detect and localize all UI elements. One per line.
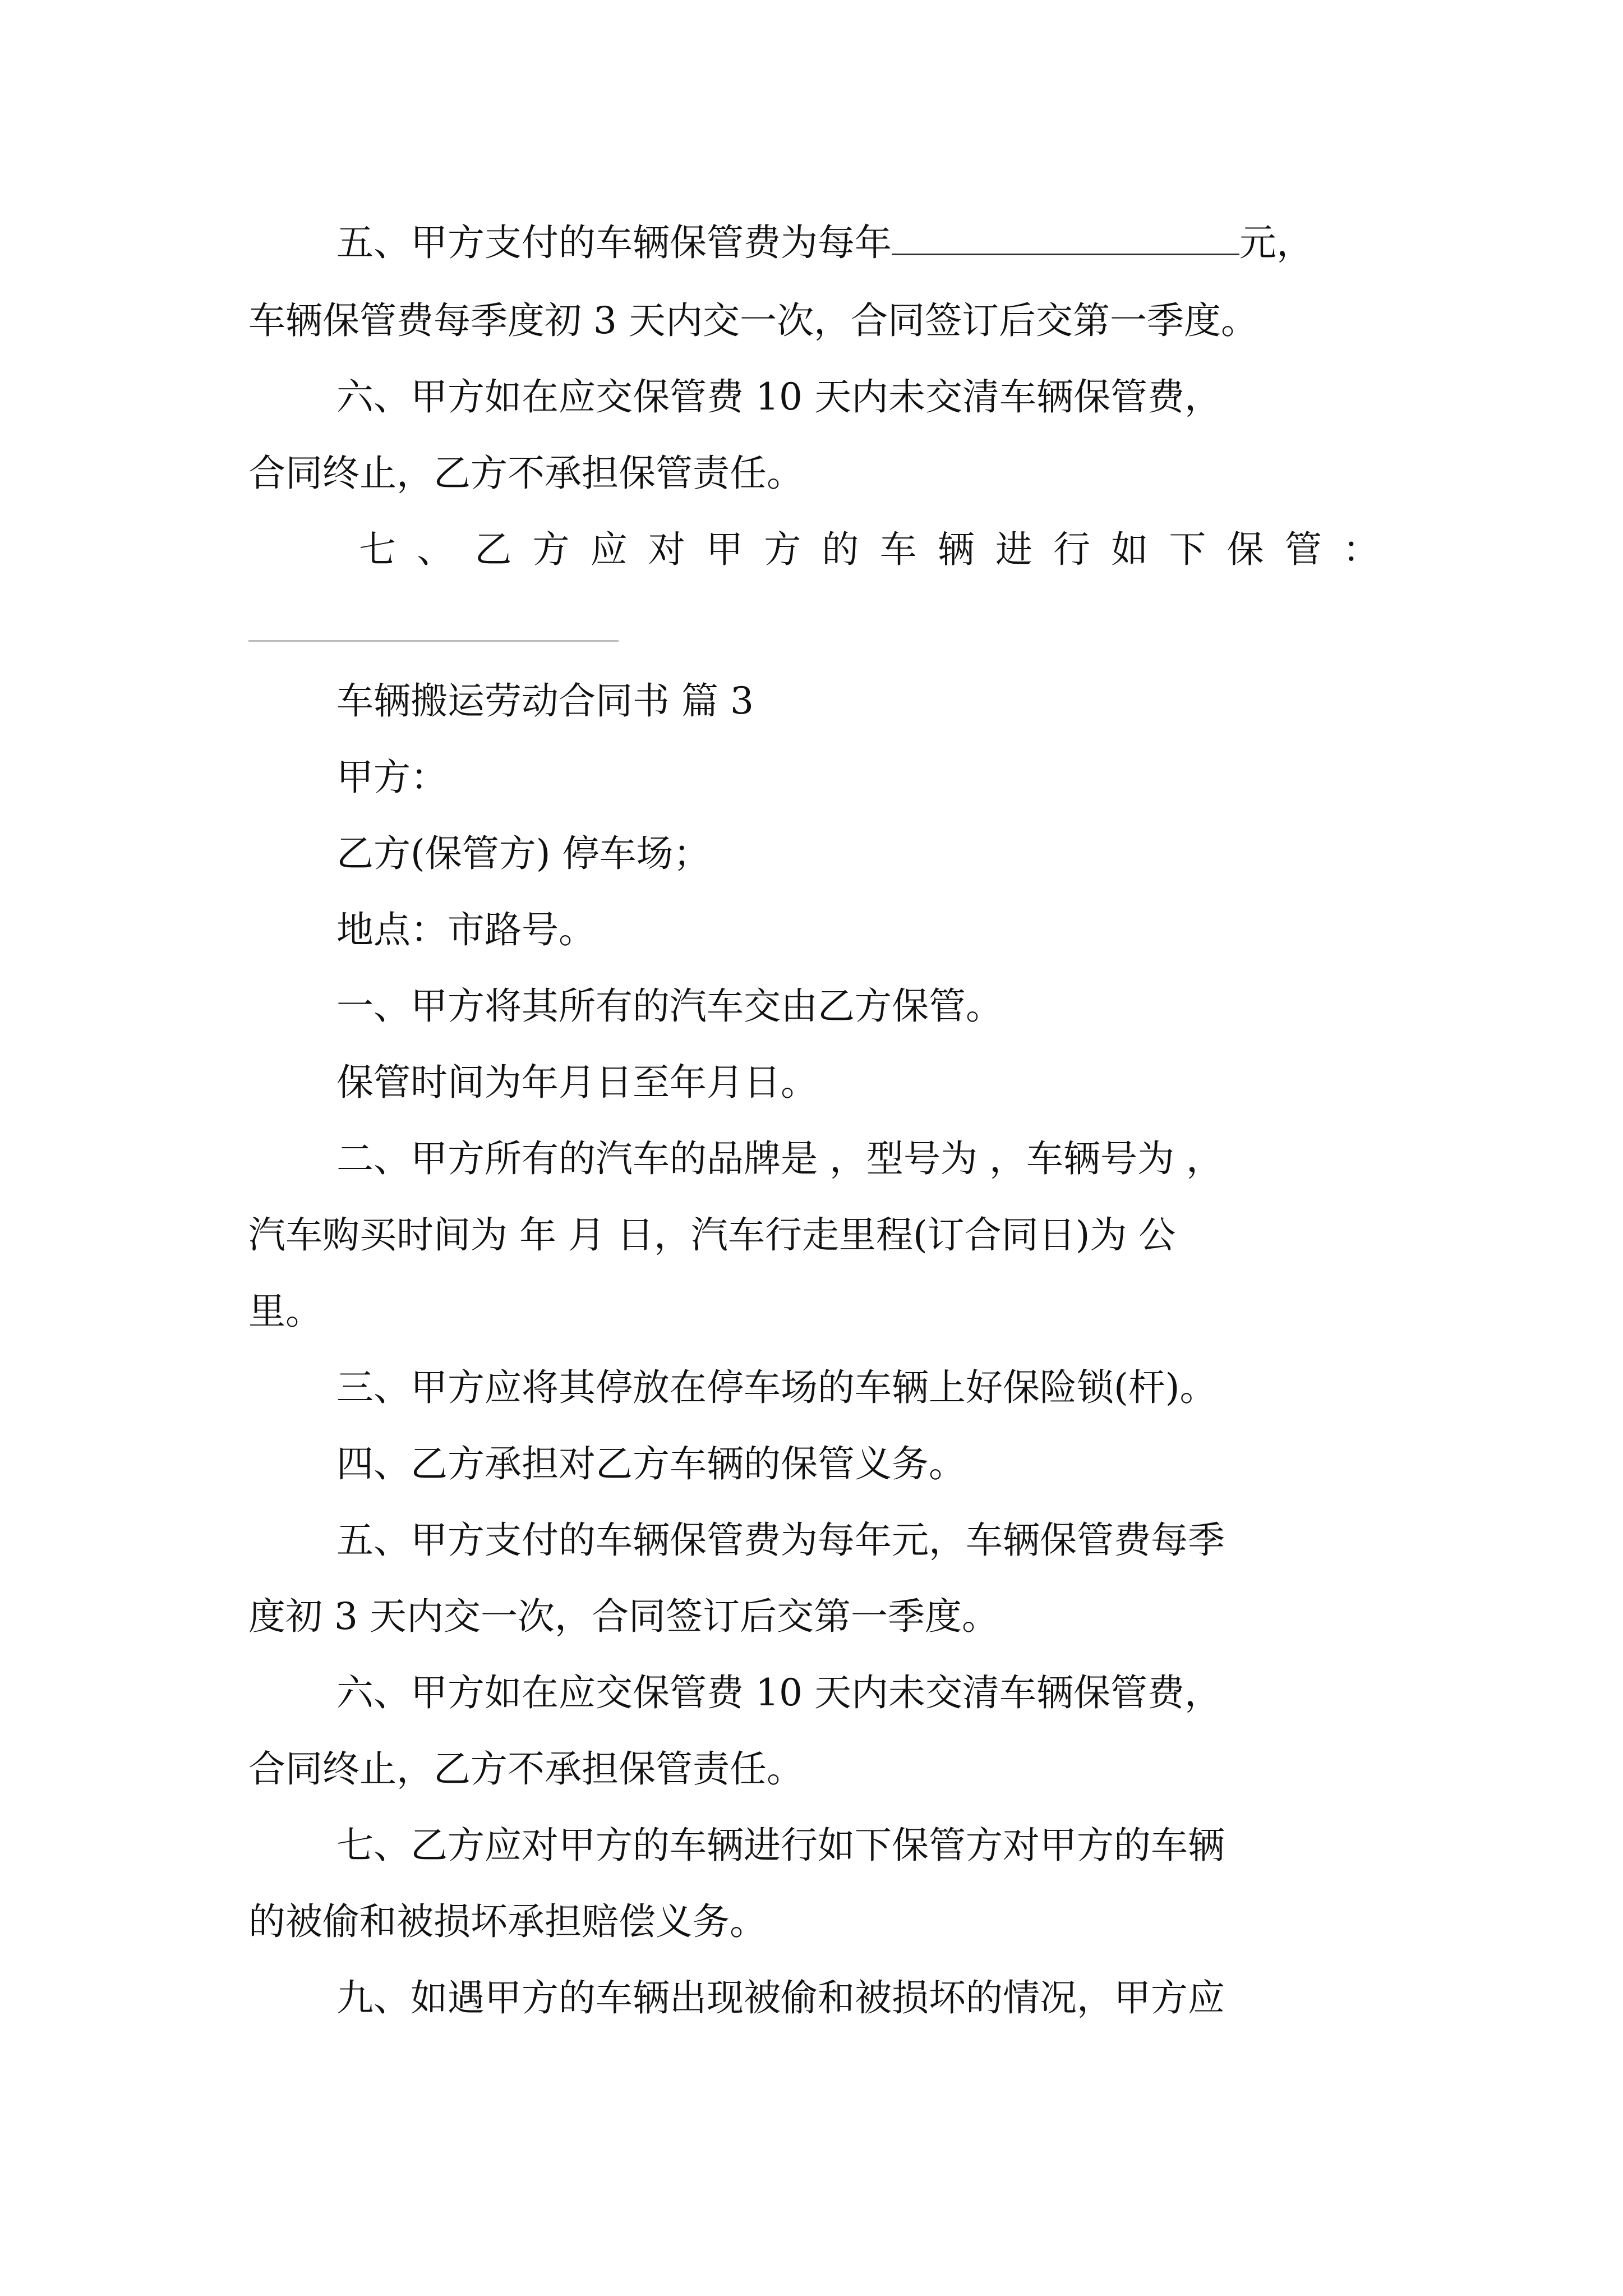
clause-5-suffix: 元， xyxy=(1239,221,1313,264)
fee-blank-underline xyxy=(892,220,1239,255)
section-divider xyxy=(248,640,619,642)
clause-5-line-2: 度初 3 天内交一次，合同签订后交第一季度。 xyxy=(248,1595,999,1638)
clause-7-line: 七、乙方应对甲方的车辆进行如下保管： xyxy=(359,528,1380,571)
section-title: 车辆搬运劳动合同书 篇 3 xyxy=(336,679,754,723)
clause-6-line-1: 六、甲方如在应交保管费 10 天内未交清车辆保管费， xyxy=(336,1671,1221,1714)
party-b: 乙方(保管方) 停车场； xyxy=(336,832,711,875)
clause-6-line-2: 合同终止，乙方不承担保管责任。 xyxy=(248,1747,804,1791)
clause-2-line-3: 里。 xyxy=(248,1290,322,1333)
clause-4: 四、乙方承担对乙方车辆的保管义务。 xyxy=(336,1442,966,1485)
location: 地点：市路号。 xyxy=(336,908,596,951)
clause-7-line-2: 的被偷和被损坏承担赔偿义务。 xyxy=(248,1900,767,1943)
storage-period: 保管时间为年月日至年月日。 xyxy=(336,1061,818,1104)
clause-6-line-2: 合同终止，乙方不承担保管责任。 xyxy=(248,452,804,495)
clause-1: 一、甲方将其所有的汽车交由乙方保管。 xyxy=(336,984,1003,1028)
clause-9-line-1: 九、如遇甲方的车辆出现被偷和被损坏的情况，甲方应 xyxy=(336,1976,1225,2019)
clause-5-line-2: 车辆保管费每季度初 3 天内交一次，合同签订后交第一季度。 xyxy=(248,299,1258,342)
clause-5-line-1: 五、甲方支付的车辆保管费为每年元，车辆保管费每季 xyxy=(336,1519,1225,1562)
clause-3: 三、甲方应将其停放在停车场的车辆上好保险锁(杆)。 xyxy=(336,1366,1217,1409)
clause-5-line-1 xyxy=(336,220,1313,265)
party-a: 甲方： xyxy=(336,756,448,799)
clause-2-line-1: 二、甲方所有的汽车的品牌是 ，型号为 ，车辆号为 ， xyxy=(336,1137,1223,1180)
clause-7-line-1: 七、乙方应对甲方的车辆进行如下保管方对甲方的车辆 xyxy=(336,1824,1225,1867)
clause-2-line-2: 汽车购买时间为 年 月 日，汽车行走里程(订合同日)为 公 xyxy=(248,1213,1176,1257)
clause-5-prefix: 五、甲方支付的车辆保管费为每年 xyxy=(336,221,892,264)
clause-6-line-1: 六、甲方如在应交保管费 10 天内未交清车辆保管费， xyxy=(336,375,1221,418)
